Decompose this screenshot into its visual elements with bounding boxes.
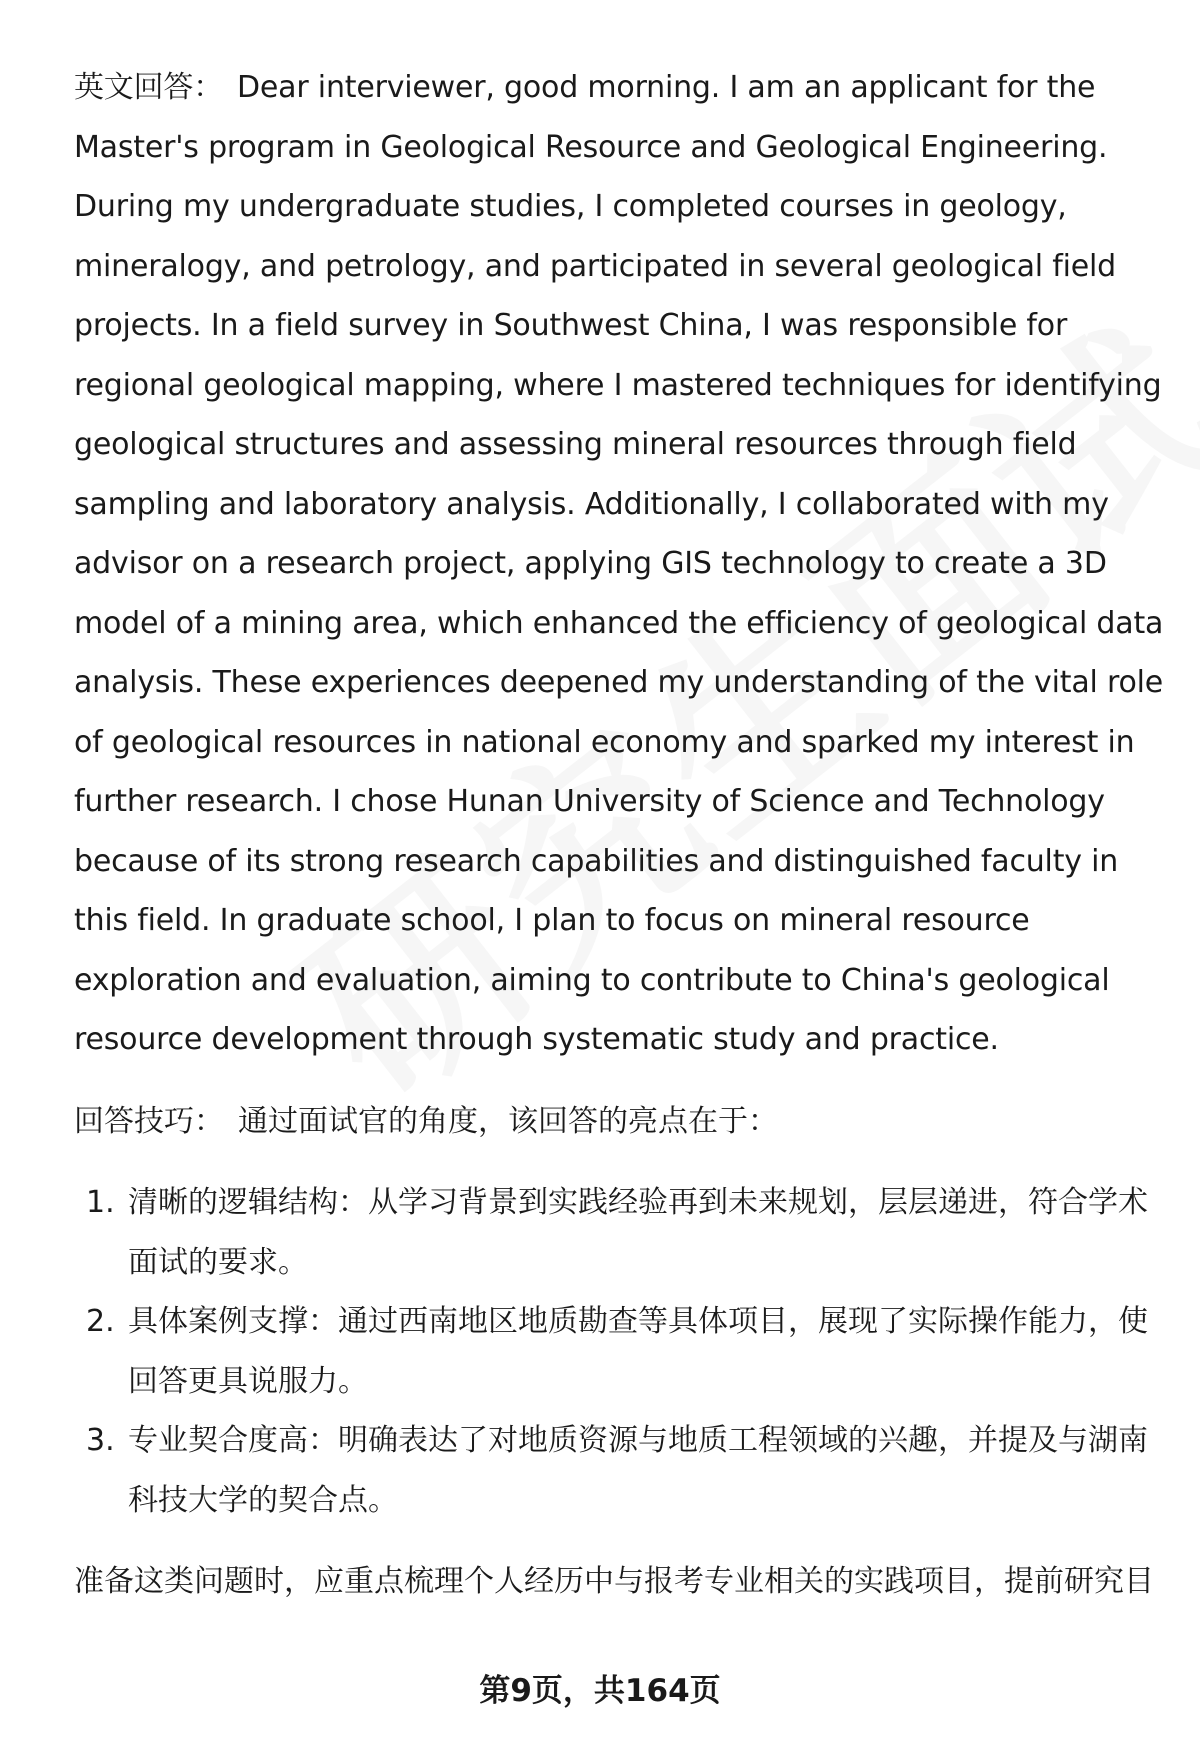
page-number-footer: 第9页，共164页 [479, 1673, 721, 1709]
tips-list [74, 1173, 1164, 1530]
preparation-paragraph: 准备这类问题时，应重点梳理个人经历中与报考专业相关的实践项目，提前研究目 [74, 1564, 1154, 1599]
list-item [74, 1292, 1164, 1411]
list-item-text: 专业契合度高：明确表达了对地质资源与地质工程领域的兴趣，并提及与湖南科技大学的契合点。 [128, 1423, 1148, 1518]
list-item-number: 1. [86, 1185, 115, 1220]
tips-intro-text: 通过面试官的角度，该回答的亮点在于： [238, 1103, 778, 1139]
english-answer-text: Dear interviewer, good morning. I am an applicant for the Master's program in Geological Resource and Geological Engineering. During my undergraduate studies, I completed courses in geology, mineralogy, and petrology, and participated in several geological field projects. In a field survey in Southwest China, I was responsible for regional geological mapping, where I mastered techniques for identifying geological structures and assessing mineral resources through field sampling and laboratory analysis. Additionally, I collaborated with my advisor on a research project, applying GIS technology to create a 3D model of a mining area, which enhanced the efficiency of geological data analysis. These experiences deepened my understanding of the vital role of geological resources in national economy and sparked my interest in further research. I chose Hunan University of Science and Technology because of its strong research capabilities and distinguished faculty in this field. In graduate school, I plan to focus on mineral resource exploration and evaluation, aiming to contribute to China's geological resource development through systematic study and practice. [74, 70, 1164, 1057]
tips-label: 回答技巧： [74, 1103, 224, 1139]
list-item-text: 清晰的逻辑结构：从学习背景到实践经验再到未来规划，层层递进，符合学术面试的要求。 [128, 1185, 1148, 1280]
list-item [74, 1173, 1164, 1292]
content [74, 58, 1164, 1612]
english-answer-label: 英文回答： [74, 70, 223, 105]
list-item-text: 具体案例支撑：通过西南地区地质勘查等具体项目，展现了实际操作能力，使回答更具说服力。 [128, 1304, 1148, 1399]
english-answer-paragraph [74, 58, 1164, 1070]
list-item-number: 3. [86, 1423, 115, 1458]
list-item-number: 2. [86, 1304, 115, 1339]
tips-intro-paragraph [74, 1092, 1164, 1152]
list-item [74, 1411, 1164, 1530]
